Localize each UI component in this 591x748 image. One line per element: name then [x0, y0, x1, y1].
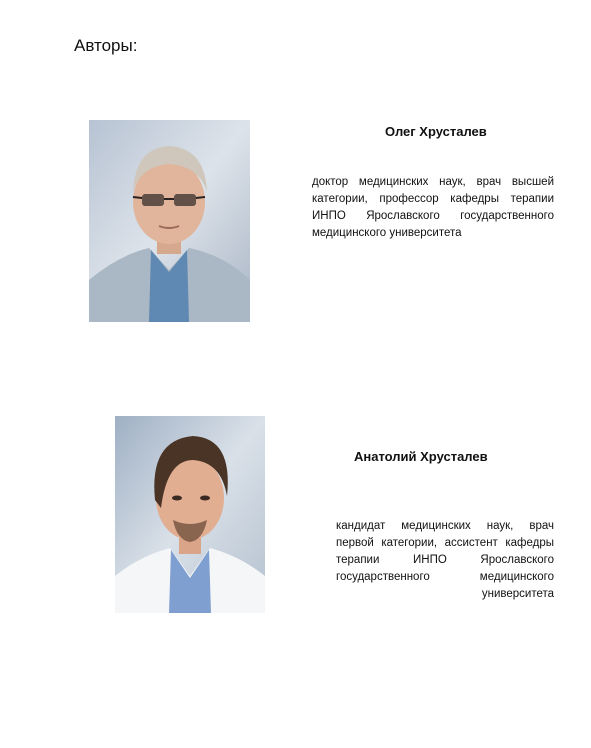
author-description-oleg: доктор медицинских наук, врач высшей категории, профессор кафедры терапии ИНПО Ярославского государственного медицинского университета — [312, 176, 554, 239]
author-description-anatoly: кандидат медицинских наук, врач первой категории, ассистент кафедры терапии ИНПО Ярославского государственного медицинского университета — [336, 520, 554, 600]
author-name-anatoly: Анатолий Хрусталев — [354, 449, 488, 464]
author-photo-oleg — [89, 120, 250, 322]
page-heading: Авторы: — [74, 36, 138, 55]
author-name-oleg: Олег Хрусталев — [385, 124, 487, 139]
author-photo-anatoly — [115, 416, 265, 613]
